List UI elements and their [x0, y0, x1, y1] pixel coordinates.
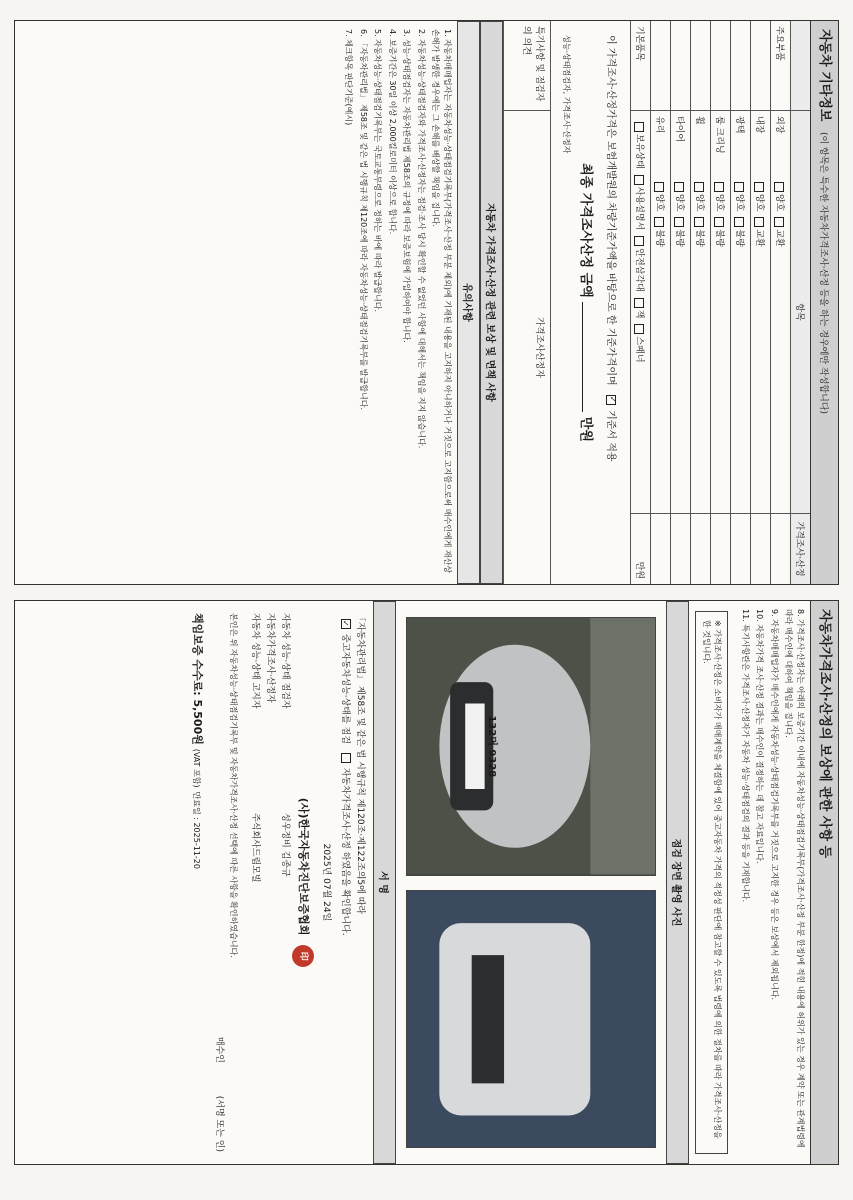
part-group-cell: 주요부품	[771, 21, 790, 111]
part-row	[650, 21, 670, 584]
option-checkbox[interactable]	[695, 217, 705, 227]
basic-item-label: 사용설명서	[634, 186, 644, 231]
part-options-cell	[671, 111, 690, 514]
fee-note: (VAT 포함)	[192, 748, 202, 788]
option-label: 양호	[674, 194, 684, 212]
part-name: 유리	[654, 116, 664, 134]
signer-role: 자동차 성능·상태 고지자	[250, 613, 261, 709]
option-label: 불량	[734, 229, 744, 247]
option-checkbox[interactable]	[715, 217, 725, 227]
special-notes-row	[503, 21, 550, 584]
seal-note: (서명 또는 인)	[214, 1095, 225, 1152]
part-name: 타이어	[674, 116, 684, 143]
option-checkbox[interactable]	[655, 182, 665, 192]
option-label: 양호	[774, 194, 784, 212]
year-unit: 년	[321, 866, 332, 876]
sign-block	[184, 601, 374, 1164]
notice-item: 7. 체크항목 판단기준(예시)	[344, 29, 354, 126]
signer-row	[278, 613, 293, 1152]
part-name: 광택	[734, 116, 744, 134]
car-rear-image	[408, 891, 656, 1148]
option-label: 불량	[694, 229, 704, 247]
price-cell[interactable]	[651, 514, 670, 584]
parts-table	[650, 21, 790, 584]
part-options-cell	[711, 111, 730, 514]
expiry-date: 만료일 : 2025-11-20	[192, 791, 202, 869]
compensation-item: 9. 자동차매매업자가 매수인에게 자동차성능·상태점검기록부를 거짓으로 고지한 경우 등은 보상에서 제외됩니다.	[770, 609, 779, 1001]
part-group-cell	[691, 21, 710, 111]
rights-title: 자동차 가격조사·산정 관련 보상 및 면책 사항	[480, 21, 503, 584]
price-header: 가격조사·산정	[794, 521, 804, 577]
date-day: 24	[321, 901, 332, 913]
part-row	[670, 21, 690, 584]
compensation-title: 자동차가격조사·산정의 보상에 관한 사항 등	[810, 601, 838, 1164]
price-cell[interactable]	[671, 514, 690, 584]
option-label: 불량	[674, 229, 684, 247]
license-plate: 132머 9328	[486, 715, 498, 778]
final-label: 최종 가격조사산정 금액	[578, 163, 593, 298]
notice-item: 1. 자동차매매업자는 자동차성능·상태점검기록부(가격조사·산정 부분 제외)에 기재된 내용을 고지하지 아니하거나 거짓으로 고지함으로써 매수인에게 재산상 손해가 발생한 경우에는 그 손해를 배상할 책임을 집니다.	[431, 29, 452, 574]
part-group-cell	[671, 21, 690, 111]
notice-item: 6. 「자동차관리법」 제58조 및 같은 법 시행규칙 제120조에 따라 자동차성능·상태점검기록부를 발급합니다.	[359, 29, 368, 410]
part-row	[690, 21, 710, 584]
part-options-cell	[771, 111, 790, 514]
basic-item-checkbox[interactable]	[635, 236, 645, 246]
final-amount-field[interactable]	[582, 302, 583, 412]
statement-text-2: 기준서 적용	[605, 410, 616, 462]
compensation-item: 11. 특기사항란은 가격조사·산정자가 자동차 성능·상태점검의 결과 등을 기재합니다.	[741, 609, 750, 903]
signer-list	[248, 613, 293, 1152]
basic-item-label: 잭	[634, 309, 644, 319]
check-performance-label: 중고자동차성능·상태를 점검	[340, 633, 351, 744]
option-checkbox[interactable]	[755, 217, 765, 227]
compensation-item: 8. 가격조사·산정자는 아래의 보증기간 이내에 자동차성능·상태점검기록부(가격조사·산정 부분 한정)에 적힌 내용에 허위가 있는 경우 계약 또는 관계법령에 따라 매수인에 대하여 책임을 집니다.	[784, 609, 805, 1148]
sign-statement-2: 하였음을 확인합니다.	[340, 851, 351, 936]
part-options-cell	[691, 111, 710, 514]
unit-label: 만원	[634, 561, 644, 579]
date-year: 2025	[321, 843, 332, 867]
photo-title: 점검 장면 촬영 사진	[667, 601, 690, 1164]
part-name: 룸 크리닝	[714, 116, 724, 154]
page-left	[14, 20, 839, 585]
basic-item-checkbox[interactable]	[635, 122, 645, 132]
price-statement	[605, 35, 620, 570]
signer-row	[263, 613, 278, 1152]
notice-item: 2. 자동차성능·상태점검자와 가격조사·산정자는 점검·조사 당시 확인할 수 없었던 사항에 대해서는 책임을 지지 않습니다.	[417, 29, 426, 449]
price-cell[interactable]	[751, 514, 770, 584]
fee-text: 책임보증 수수료: 5,500원	[191, 613, 205, 745]
company-seal-icon: 印	[293, 945, 315, 967]
basic-item-checkbox[interactable]	[635, 298, 645, 308]
part-group-cell	[711, 21, 730, 111]
option-checkbox[interactable]	[655, 217, 665, 227]
page-right	[14, 600, 839, 1165]
basic-item-checkbox[interactable]	[635, 175, 645, 185]
final-price-box	[550, 21, 630, 584]
front-photo	[407, 617, 657, 876]
option-label: 교환	[754, 229, 764, 247]
option-label: 불량	[714, 229, 724, 247]
option-label: 양호	[694, 194, 704, 212]
price-cell[interactable]	[711, 514, 730, 584]
standard-checkbox[interactable]	[606, 395, 616, 405]
option-checkbox[interactable]	[735, 182, 745, 192]
part-options-cell	[651, 111, 670, 514]
month-unit: 월	[321, 889, 332, 899]
option-checkbox[interactable]	[755, 182, 765, 192]
option-label: 양호	[654, 194, 664, 212]
basic-item-label: 스패너	[634, 336, 644, 363]
final-price-row	[578, 35, 597, 570]
notice-item: 5. 자동차성능·상태점검기록부는 국토교통부령으로 정하는 바에 따라 발급합니다.	[373, 29, 383, 312]
car-front-image	[408, 618, 656, 875]
option-label: 교환	[774, 229, 784, 247]
option-label: 불량	[654, 229, 664, 247]
basic-item-label: 보유상태	[634, 134, 644, 169]
final-unit: 만원	[578, 416, 593, 442]
part-name: 외장	[774, 116, 784, 134]
receipt-text: 본인은 위 자동차성능·상태점검기록부 및 자동차가격조사·산정 선택에 따른 사항을 확인하였습니다.	[229, 613, 239, 958]
sign-checks	[338, 613, 353, 1152]
option-checkbox[interactable]	[715, 182, 725, 192]
signer-name: 주식회사드림모빌	[250, 813, 261, 883]
notice-item: 4. 보증기간은 30일 이상 2,000킬로미터 이상으로 합니다.	[388, 29, 397, 235]
part-options-cell	[751, 111, 770, 514]
price-cell[interactable]	[691, 514, 710, 584]
compensation-items	[733, 601, 811, 1164]
signer-role: 자동차가격조사·산정자	[265, 613, 276, 703]
part-row	[750, 21, 770, 584]
other-info-title: 자동차 기타정보	[817, 29, 832, 122]
agency-label: 성능·상태점검자, 가격조사·산정자	[562, 35, 571, 154]
date-month: 07	[321, 878, 332, 890]
sign-date	[319, 613, 334, 1152]
company-name: (사)한국자동차진단보증협회	[297, 797, 311, 936]
signer-row	[248, 613, 263, 1152]
day-unit: 일	[321, 912, 332, 922]
section-title-other-info	[810, 21, 838, 584]
part-group-cell	[751, 21, 770, 111]
sign-statement: 「자동차관리법」 제58조 및 같은 법 시행규칙 제120조·제122조의5에 따라	[355, 613, 366, 915]
option-label: 양호	[754, 194, 764, 212]
basic-item-label: 안전삼각대	[634, 248, 644, 292]
part-group-cell	[731, 21, 750, 111]
photo-area	[397, 601, 667, 1164]
signer-name: 성우정비 김종규	[280, 813, 291, 877]
part-group-cell	[651, 21, 670, 111]
part-name: 내장	[754, 116, 764, 134]
basic-items-list	[631, 111, 650, 514]
part-options-cell	[731, 111, 750, 514]
sign-title: 서 명	[374, 601, 397, 1164]
option-checkbox[interactable]	[775, 182, 785, 192]
option-label: 양호	[734, 194, 744, 212]
signer-role: 자동차 성능·상태 점검자	[280, 613, 291, 709]
price-cell[interactable]	[771, 514, 790, 584]
check-price-label: 자동차가격조사·산정	[340, 767, 351, 849]
buyer-label: 매수인	[214, 1036, 225, 1063]
basic-items-label: 기본품목	[631, 21, 650, 111]
check-price[interactable]	[341, 753, 351, 763]
other-info-note: (이 항목은 특수한 자동차가격조사·산정 등을 하는 경우에만 작성합니다)	[818, 131, 828, 415]
option-checkbox[interactable]	[695, 182, 705, 192]
basic-item-checkbox[interactable]	[635, 324, 645, 334]
price-cell[interactable]	[731, 514, 750, 584]
notice-item: 3. 성능·상태점검자는 자동차관리법 제58조의 규정에 따라 보증보험에 가입하여야 합니다.	[402, 29, 412, 343]
parts-header: 항목	[791, 111, 810, 514]
notice-box: ※ 가격조사·산정은 소비자가 매매계약을 체결함에 있어 중고자동차 가격의 적정성 판단에 참고할 수 있도록 법령에 의한 절차를 따라 가격조사·산정을 한 것입니다.	[696, 611, 729, 1154]
option-checkbox[interactable]	[775, 217, 785, 227]
option-label: 양호	[714, 194, 724, 212]
check-performance[interactable]	[341, 619, 351, 629]
warning-title: 유의사항	[457, 21, 480, 584]
fee-row	[190, 613, 206, 1152]
basic-items-row	[630, 21, 650, 584]
left-notice-list	[336, 21, 457, 584]
blank-cell	[791, 21, 810, 111]
special-label: 특기사항 및 점검자의 의견	[504, 21, 550, 111]
option-checkbox[interactable]	[675, 217, 685, 227]
statement-text: 이 가격조사·산정가격은 보험개발원의 차량기준가액을 바탕으로 한 기준가격이며	[605, 35, 616, 386]
option-checkbox[interactable]	[675, 182, 685, 192]
special-sub: 가격조사산정자	[534, 317, 544, 378]
part-name: 휠	[694, 116, 704, 125]
buyer-row	[212, 613, 227, 1152]
part-row	[770, 21, 790, 584]
company-row	[293, 613, 315, 1152]
part-row	[710, 21, 730, 584]
part-row	[730, 21, 750, 584]
compensation-item: 10. 자동차가격 조사·산정 결과는 매수인이 결정하는 데 참고 자료입니다.	[755, 609, 765, 864]
rear-photo	[407, 890, 657, 1149]
option-checkbox[interactable]	[735, 217, 745, 227]
parts-header-row	[790, 21, 810, 584]
